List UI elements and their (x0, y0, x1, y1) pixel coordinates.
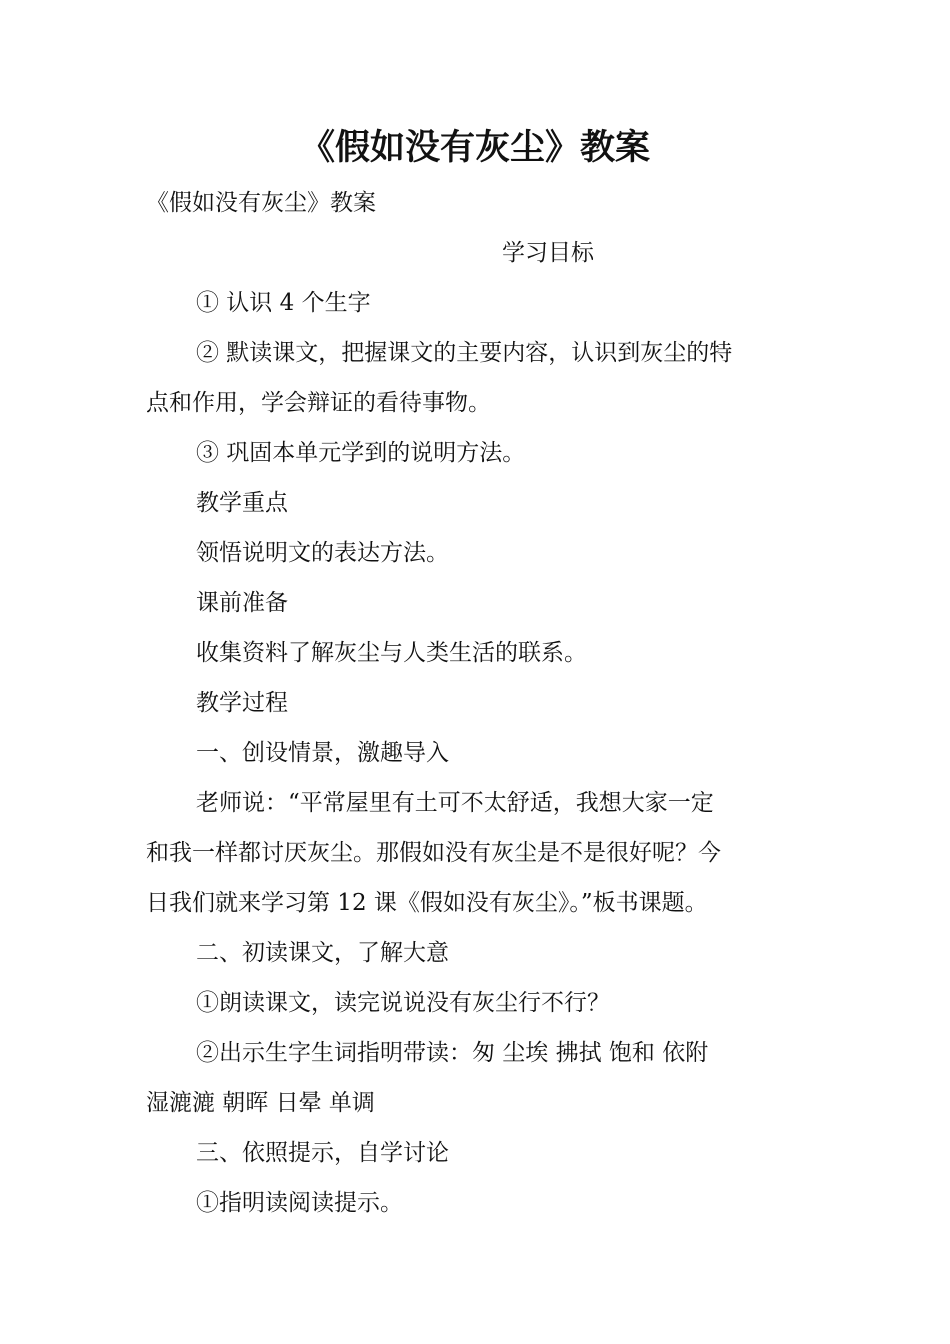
document-title: 《假如没有灰尘》教案 (299, 127, 650, 168)
text-line: ②出示生字生词指明带读：匆 尘埃 拂拭 饱和 依附 (196, 1040, 709, 1066)
text-line: ③ 巩固本单元学到的说明方法。 (196, 440, 526, 466)
section-heading: 二、初读课文，了解大意 (196, 940, 449, 966)
section-heading: 三、依照提示，自学讨论 (196, 1140, 449, 1166)
text-line: ① 认识 4 个生字 (196, 290, 371, 316)
document-subtitle: 《假如没有灰尘》教案 (146, 190, 376, 216)
text-line: 收集资料了解灰尘与人类生活的联系。 (196, 640, 587, 666)
text-line: 领悟说明文的表达方法。 (196, 540, 449, 566)
text-line: 日我们就来学习第 12 课《假如没有灰尘》。”板书课题。 (146, 890, 708, 916)
text-line: ①指明读阅读提示。 (196, 1190, 403, 1216)
text-line: 湿漉漉 朝晖 日晕 单调 (146, 1090, 375, 1116)
text-line: 点和作用，学会辩证的看待事物。 (146, 390, 491, 416)
objectives-heading: 学习目标 (502, 240, 594, 266)
text-line: 老师说：“平常屋里有土可不太舒适，我想大家一定 (196, 790, 714, 816)
text-line: 和我一样都讨厌灰尘。那假如没有灰尘是不是很好呢？今 (146, 840, 721, 866)
text-line: ①朗读课文，读完说说没有灰尘行不行？ (196, 990, 610, 1016)
section-heading: 教学过程 (196, 690, 288, 716)
section-heading: 教学重点 (196, 490, 288, 516)
text-line: ② 默读课文，把握课文的主要内容，认识到灰尘的特 (196, 340, 733, 366)
section-heading: 一、创设情景，激趣导入 (196, 740, 449, 766)
document-body (146, 178, 806, 1228)
section-heading: 课前准备 (196, 590, 288, 616)
